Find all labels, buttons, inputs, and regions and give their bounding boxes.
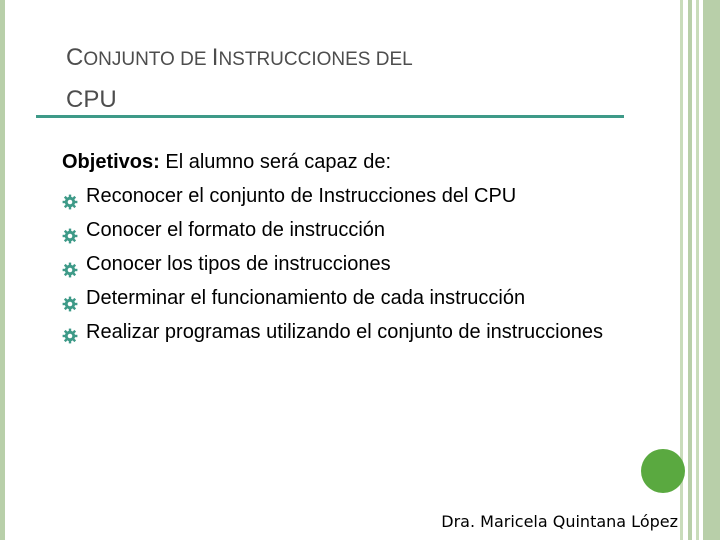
- right-border-line-2: [688, 0, 692, 540]
- title-line-2: CPU: [66, 86, 117, 113]
- list-item-text: Determinar el funcionamiento de cada instrucción: [86, 287, 526, 309]
- title-text-nstrucciones: NSTRUCCIONES DEL: [218, 49, 413, 70]
- gear-bullet-icon: [62, 323, 78, 339]
- slide-content: [62, 145, 618, 348]
- list-item-text: Conocer los tipos de instrucciones: [86, 253, 391, 275]
- list-item: [62, 247, 618, 281]
- right-border-line-3: [696, 0, 699, 540]
- list-item-text: Conocer el formato de instrucción: [86, 219, 386, 241]
- right-border-band: [703, 0, 720, 540]
- list-item: [62, 315, 618, 348]
- objectives-intro: El alumno será capaz de:: [159, 151, 392, 173]
- title-cap-c: C: [66, 44, 84, 71]
- title-line-1: [66, 34, 626, 80]
- list-item-text: Reconocer el conjunto de Instrucciones del CPU: [86, 185, 517, 207]
- list-item: [62, 281, 618, 315]
- list-item: [62, 213, 618, 247]
- left-border-bar: [0, 0, 5, 540]
- title-cap-i: I: [211, 44, 219, 71]
- slide-title: [66, 34, 626, 120]
- right-border-bars: [680, 0, 720, 540]
- gear-bullet-icon: [62, 187, 78, 203]
- title-text-onjunto: ONJUNTO DE: [83, 49, 212, 70]
- objectives-list: [62, 179, 618, 348]
- list-item: [62, 179, 618, 213]
- gear-bullet-icon: [62, 289, 78, 305]
- gear-bullet-icon: [62, 255, 78, 271]
- objectives-line: [62, 145, 618, 179]
- decorative-circle: [641, 449, 685, 493]
- gear-bullet-icon: [62, 221, 78, 237]
- title-divider: [36, 115, 624, 118]
- objectives-label: Objetivos:: [62, 151, 160, 173]
- author-footer: Dra. Maricela Quintana López: [441, 512, 678, 531]
- list-item-text: Realizar programas utilizando el conjunto de instrucciones: [86, 321, 603, 343]
